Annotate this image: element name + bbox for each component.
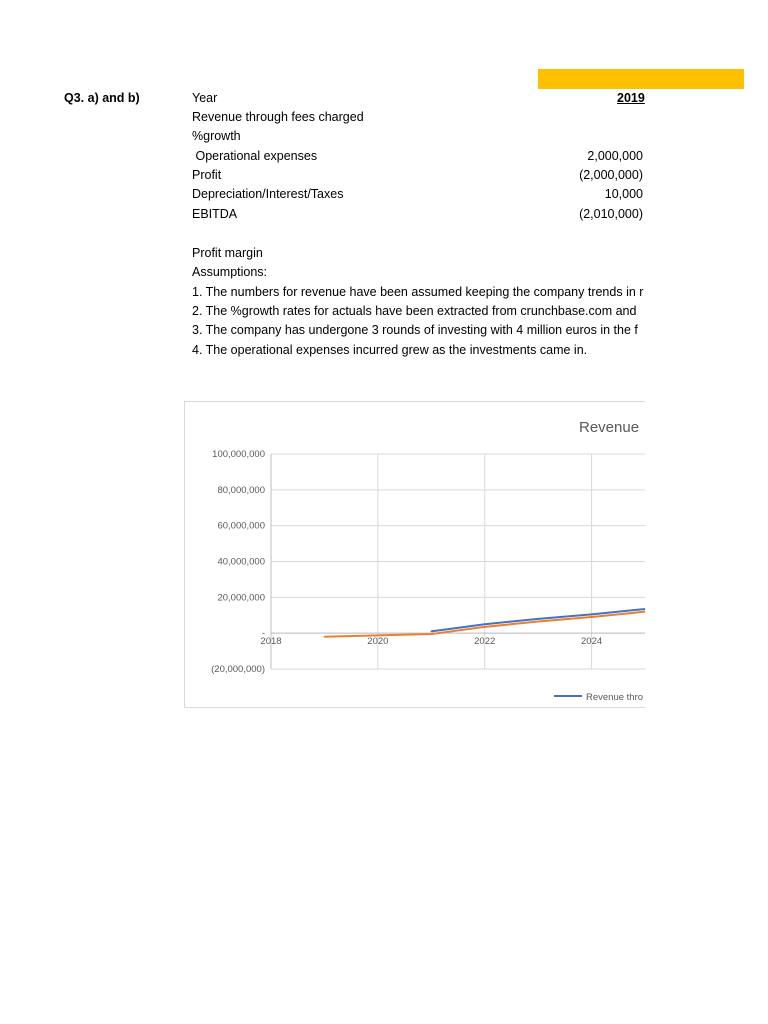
- row-label: Revenue through fees charged: [192, 110, 364, 124]
- series-point: [484, 623, 486, 625]
- question-label: Q3. a) and b): [64, 91, 140, 105]
- series-point: [484, 626, 486, 628]
- profit-margin-label: Profit margin: [192, 246, 263, 260]
- legend-label: Revenue thro: [586, 692, 644, 703]
- chart-title: Revenue: [579, 419, 640, 436]
- series-point: [377, 635, 379, 637]
- assumptions-title: Assumptions:: [192, 265, 268, 279]
- y-tick-label: -: [261, 628, 265, 640]
- y-tick-label: 80,000,000: [217, 484, 265, 496]
- y-tick-label: 40,000,000: [217, 556, 265, 568]
- series-point: [430, 631, 432, 633]
- x-tick-label: 2022: [474, 636, 496, 648]
- y-tick-label: 100,000,000: [212, 449, 265, 460]
- row-label: Operational expenses: [192, 149, 318, 163]
- series-point: [430, 633, 432, 635]
- assumption-2: 2. The %growth rates for actuals have been extracted from crunchbase.com and: [192, 304, 637, 318]
- chart-canvas: [185, 402, 645, 707]
- series-line-1: [431, 609, 645, 631]
- assumption-4: 4. The operational expenses incurred grew as the investments came in.: [192, 343, 588, 357]
- x-tick-label: 2020: [367, 636, 389, 648]
- row-value: 2,000,000: [587, 149, 643, 163]
- series-point: [591, 614, 593, 616]
- series-point: [591, 616, 593, 618]
- row-value: (2,000,000): [579, 168, 643, 182]
- series-point: [324, 636, 326, 638]
- series-point: [537, 621, 539, 623]
- row-label: Depreciation/Interest/Taxes: [192, 187, 344, 201]
- row-label: %growth: [192, 129, 241, 143]
- series-point: [537, 618, 539, 620]
- x-tick-label: 2024: [581, 636, 603, 648]
- x-tick-label: 2018: [260, 636, 282, 648]
- y-tick-label: 20,000,000: [217, 592, 265, 604]
- header-year: 2019: [617, 91, 645, 105]
- y-tick-label: 60,000,000: [217, 520, 265, 532]
- y-tick-label: (20,000,000): [211, 664, 265, 675]
- row-label: Profit: [192, 168, 222, 182]
- assumption-3: 3. The company has undergone 3 rounds of investing with 4 million euros in the f: [192, 323, 638, 337]
- revenue-chart[interactable]: [184, 401, 645, 708]
- row-label: EBITDA: [192, 207, 238, 221]
- assumption-1: 1. The numbers for revenue have been assumed keeping the company trends in r: [192, 285, 644, 299]
- row-value: 10,000: [604, 187, 643, 201]
- row-label: Year: [192, 91, 218, 105]
- row-value: (2,010,000): [579, 207, 643, 221]
